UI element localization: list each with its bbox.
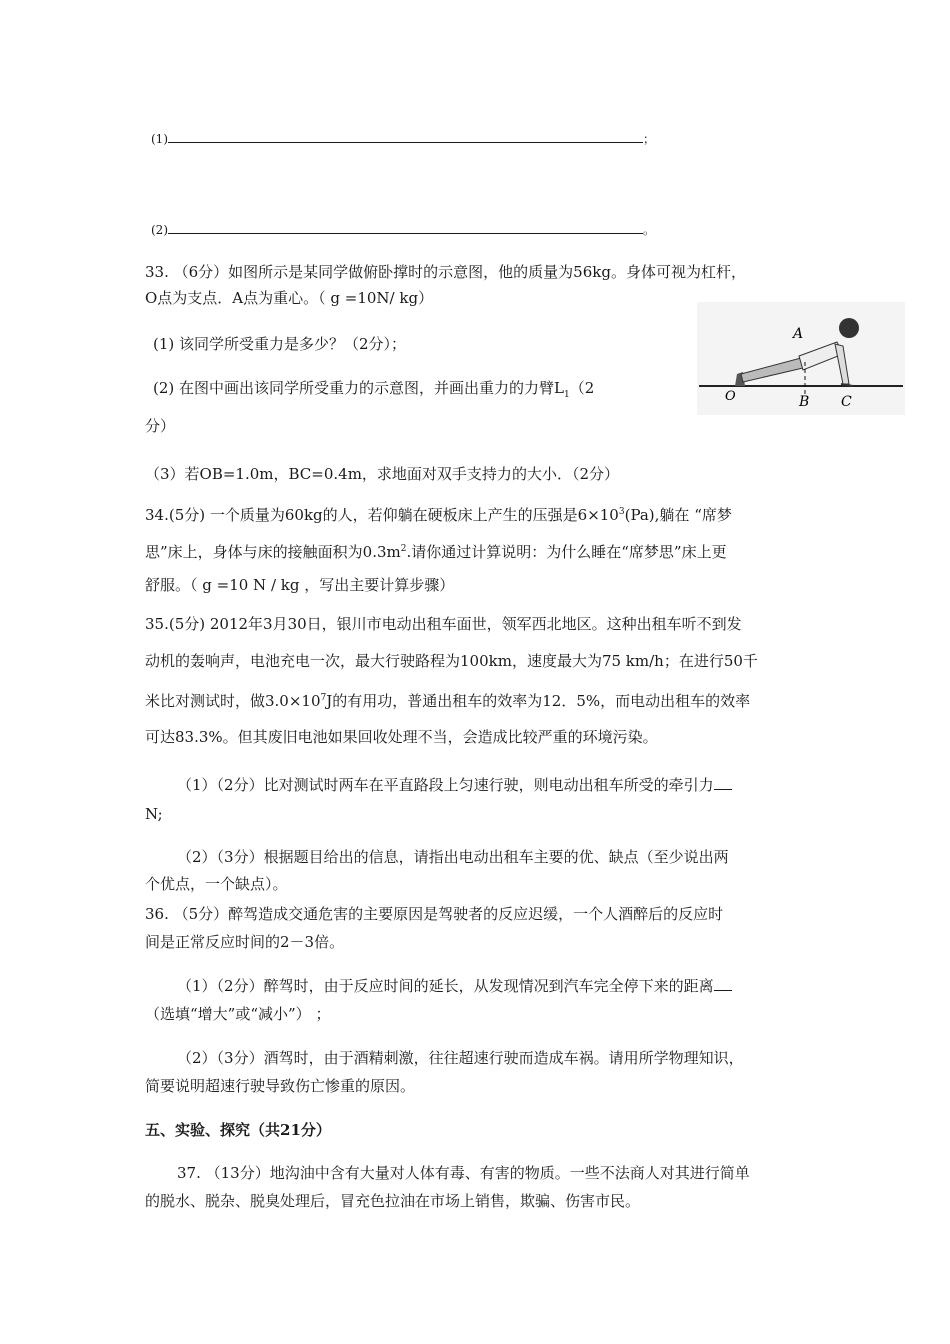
q33-sub2-text: (2) 在图中画出该同学所受重力的示意图，并画出重力的力臂L xyxy=(153,379,564,397)
q35-sub1-cont: N; xyxy=(145,805,163,823)
answer-line-1 xyxy=(151,128,655,150)
q35-sub2-cont: 个优点，一个缺点）。 xyxy=(145,875,288,893)
q33-line1: 33. （6分）如图所示是某同学做俯卧撑时的示意图，他的质量为56kg。身体可视为杠杆， xyxy=(145,263,746,281)
q35-sub1-text: （1）（2分）比对测试时两车在平直路段上匀速行驶，则电动出租车所受的牵引力 xyxy=(177,776,714,794)
pushup-diagram xyxy=(697,302,905,415)
q34-line2-end: .请你通过计算说明：为什么睡在“席梦思”床上更 xyxy=(406,543,727,561)
q36-sub2-cont: 简要说明超速行驶导致伤亡惨重的原因。 xyxy=(145,1077,416,1095)
answer-blank-2[interactable] xyxy=(168,219,643,234)
q35-line3-end: J的有用功，普通出租车的效率为12．5%，而电动出租车的效率 xyxy=(326,692,751,710)
q33-sub2-points: （2 xyxy=(569,379,595,397)
q35-line3-text: 米比对测试时，做3.0×10 xyxy=(145,692,321,710)
q35-line4: 可达83.3%。但其废旧电池如果回收处理不当，会造成比较严重的环境污染。 xyxy=(145,728,658,746)
arms-shape xyxy=(835,344,849,384)
answer-line-1-end: ； xyxy=(643,132,656,146)
q35-line3 xyxy=(145,687,750,712)
q34-line3: 舒服。（ g =10 N / kg ，写出主要计算步骤） xyxy=(145,576,455,594)
q34-line1-text: 34.(5分) 一个质量为60kg的人，若仰躺在硬板床上产生的压强是6×10 xyxy=(145,506,619,524)
answer-blank-1[interactable] xyxy=(168,128,643,143)
section5-heading: 五、实验、探究（共21分） xyxy=(145,1121,331,1139)
label-o: O xyxy=(725,389,736,404)
q33-sub1: (1) 该同学所受重力是多少？（2分）； xyxy=(153,335,407,353)
q33-line2: O点为支点．A点为重心。（ g =10N/ kg） xyxy=(145,289,434,307)
q34-line1-end: (Pa),躺在 “席梦 xyxy=(624,506,732,524)
answer-line-1-label: (1) xyxy=(151,132,168,146)
answer-line-2 xyxy=(151,219,655,241)
q34-line1-sup: 3 xyxy=(618,507,625,517)
q35-sub1-blank[interactable] xyxy=(714,775,732,790)
label-c: C xyxy=(841,394,852,410)
q35-sub2: （2）（3分）根据题目给出的信息，请指出电动出租车主要的优、缺点（至少说出两 xyxy=(177,848,729,866)
q35-line1: 35.(5分) 2012年3月30日，银川市电动出租车面世，领军西北地区。这种出租车听不到发 xyxy=(145,615,742,633)
q36-sub2: （2）（3分）酒驾时，由于酒精刺激，往往超速行驶而造成车祸。请用所学物理知识， xyxy=(177,1049,744,1067)
q34-line2-sup: 2 xyxy=(400,544,407,554)
q33-sub2-cont: 分） xyxy=(145,417,176,435)
label-b: B xyxy=(799,394,810,410)
q34-line2 xyxy=(145,538,727,563)
q36-sub1-cont: （选填“增大”或“减小”） ； xyxy=(145,1005,331,1023)
answer-line-2-end: 。 xyxy=(643,223,656,237)
q34-line2-text: 思”床上，身体与床的接触面积为0.3m xyxy=(145,543,401,561)
q36-sub1-text: （1）（2分）醉驾时，由于反应时间的延长，从发现情况到汽车完全停下来的距离 xyxy=(177,977,714,995)
q37-line2: 的脱水、脱杂、脱臭处理后，冒充色拉油在市场上销售，欺骗、伤害市民。 xyxy=(145,1192,641,1210)
answer-line-2-label: (2) xyxy=(151,223,168,237)
q35-sub1 xyxy=(177,774,732,796)
q37-line1: 37. （13分）地沟油中含有大量对人体有毒、有害的物质。一些不法商人对其进行简单 xyxy=(177,1164,750,1182)
q33-sub3: （3）若OB=1.0m，BC=0.4m，求地面对双手支持力的大小．（2分） xyxy=(145,465,619,483)
q36-line1: 36. （5分）醉驾造成交通危害的主要原因是驾驶者的反应迟缓，一个人酒醉后的反应时 xyxy=(145,905,724,923)
q36-line2: 间是正常反应时间的2－3倍。 xyxy=(145,933,345,951)
pushup-figure xyxy=(697,302,905,415)
q34-line1 xyxy=(145,501,732,526)
q36-sub1-blank[interactable] xyxy=(714,976,732,991)
legs-shape xyxy=(741,358,803,382)
q35-line3-sup: 7 xyxy=(320,693,327,703)
q33-sub2-subscript: 1 xyxy=(563,390,570,400)
q33-sub2 xyxy=(153,377,594,406)
head-shape xyxy=(839,318,859,338)
q35-line2: 动机的轰响声，电池充电一次，最大行驶路程为100km，速度最大为75 km/h；在进行50千 xyxy=(145,652,758,670)
q36-sub1 xyxy=(177,975,732,997)
label-a: A xyxy=(793,326,804,342)
